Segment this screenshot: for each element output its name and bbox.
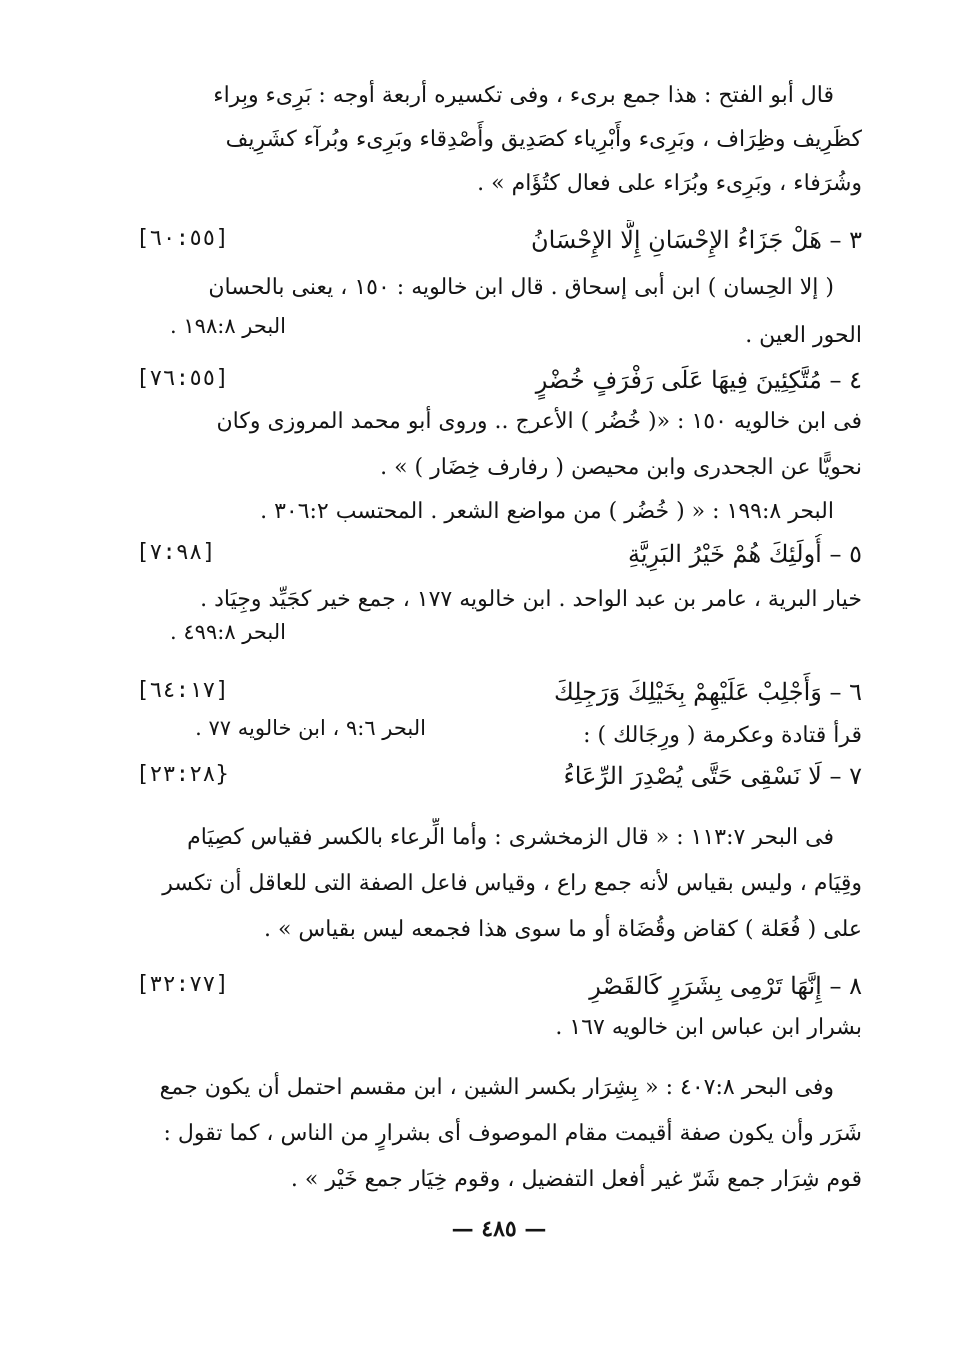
text-line: نحويًّا عن الجحدرى وابن محيصن ( رفارف خِضَار ) » .	[380, 455, 862, 480]
verse-heading: ٤ – مُتَّكِئِينَ فِيهَا عَلَى رَفْرَفٍ خُضْرٍ	[535, 366, 862, 394]
text-line: فى ابن خالويه ١٥٠ : «( خُضُر ) الأعرج .. وروى أبو محمد المروزى وكان	[216, 409, 862, 434]
verse-reference: [٦٤:١٧]	[136, 678, 229, 703]
text-line: وفى البحر ٤٠٧:٨ : « بِشِرَار بكسر الشين ، ابن مقسم احتمل أن يكون جمع	[159, 1075, 834, 1100]
verse-heading: ٨ – إِنَّهَا تَرْمِى بِشَرَرٍ كَالقَصْرِ	[589, 972, 862, 1000]
verse-reference: [٢٣:٢٨}	[136, 762, 229, 787]
text-line: قوم شِرَار جمع شَرّ غير أفعل التفضيل ، وقوم خِيَار جمع خَيْر » .	[290, 1167, 862, 1192]
verse-heading: ٧ – لَا نَسْقِى حَتَّى يُصْدِرَ الرِّعَاءُ	[563, 762, 862, 790]
text-line: بشرار ابن عباس ابن خالويه ١٦٧ .	[555, 1015, 862, 1040]
text-line: وقِيَام ، وليس بقياس لأنه جمع راع ، وقياس فاعل الصفة التى للعاقل أن تكسر	[162, 871, 862, 896]
text-line: قرأ قتادة وعكرمة ( ورِجَالك ) :	[583, 723, 862, 748]
source-citation: البحر ٩:٦ ، ابن خالويه ٧٧ .	[195, 716, 426, 740]
verse-heading: ٥ – أُولَئِكَ هُمْ خَيْرُ البَرِيَّةِ	[627, 540, 862, 568]
text-line: الحور العين .	[745, 323, 862, 348]
source-citation: البحر ٤٩٩:٨ .	[170, 620, 286, 644]
document-page	[136, 76, 862, 1326]
source-citation: البحر ١٩٨:٨ .	[170, 314, 286, 338]
text-line: خيار البرية ، عامر بن عبد الواحد . ابن خالويه ١٧٧ ، جمع خير كجَيِّد وجِيَاد .	[200, 587, 862, 612]
verse-reference: [٣٢:٧٧]	[136, 972, 229, 997]
verse-reference: [٧٦:٥٥]	[136, 366, 229, 391]
verse-heading: ٦ – وَأَجْلِبْ عَلَيْهِمْ بِخَيْلِكَ وَرَجِلِكَ	[554, 678, 862, 706]
text-line: على ( فُعَلة ) كقاض وقُضَاة أو ما سوى هذا فجمعه ليس بقياس » .	[263, 917, 862, 942]
text-line: ( إلا الحِسان ) ابن أبى إسحاق . قال ابن خالويه : ١٥٠ ، يعنى بالحسان	[208, 275, 834, 300]
text-line: فى البحر ١١٣:٧ : « قال الزمخشرى : وأما الِّرعاء بالكسر فقياس كصِيَام	[187, 825, 834, 850]
verse-heading: ٣ – هَلْ جَزَاءُ الإِحْسَانِ إِلَّا الإِحْسَانُ	[531, 226, 862, 254]
text-line: البحر ١٩٩:٨ : « ( خُضُر ) من مواضع الشعر . المحتسب ٣٠٦:٢ .	[260, 499, 834, 524]
text-line: شَرَر وأن يكون صفة أقيمت مقام الموصوف أى بشرارٍ من الناس ، كما تقول :	[163, 1121, 862, 1146]
text-line: قال أبو الفتح : هذا جمع برىء ، وفى تكسيره أربعة أوجه : بَرِىء وبِراء	[213, 83, 834, 108]
text-line: كظَرِيف وظِرَاف ، وبَرِىء وأَبْرِياء كصَدِيق وأَصْدِقاء وبَرِىء وبُرآء كشَرِيف	[225, 127, 862, 152]
verse-reference: [٦٠:٥٥]	[136, 226, 229, 251]
page-number: — ٤٨٥ —	[451, 1216, 547, 1242]
text-line: وشُرَفاء ، وبَرِىء وبُرَاء على فعال كتُؤَام » .	[477, 171, 862, 196]
verse-reference: [٧:٩٨]	[136, 540, 216, 565]
